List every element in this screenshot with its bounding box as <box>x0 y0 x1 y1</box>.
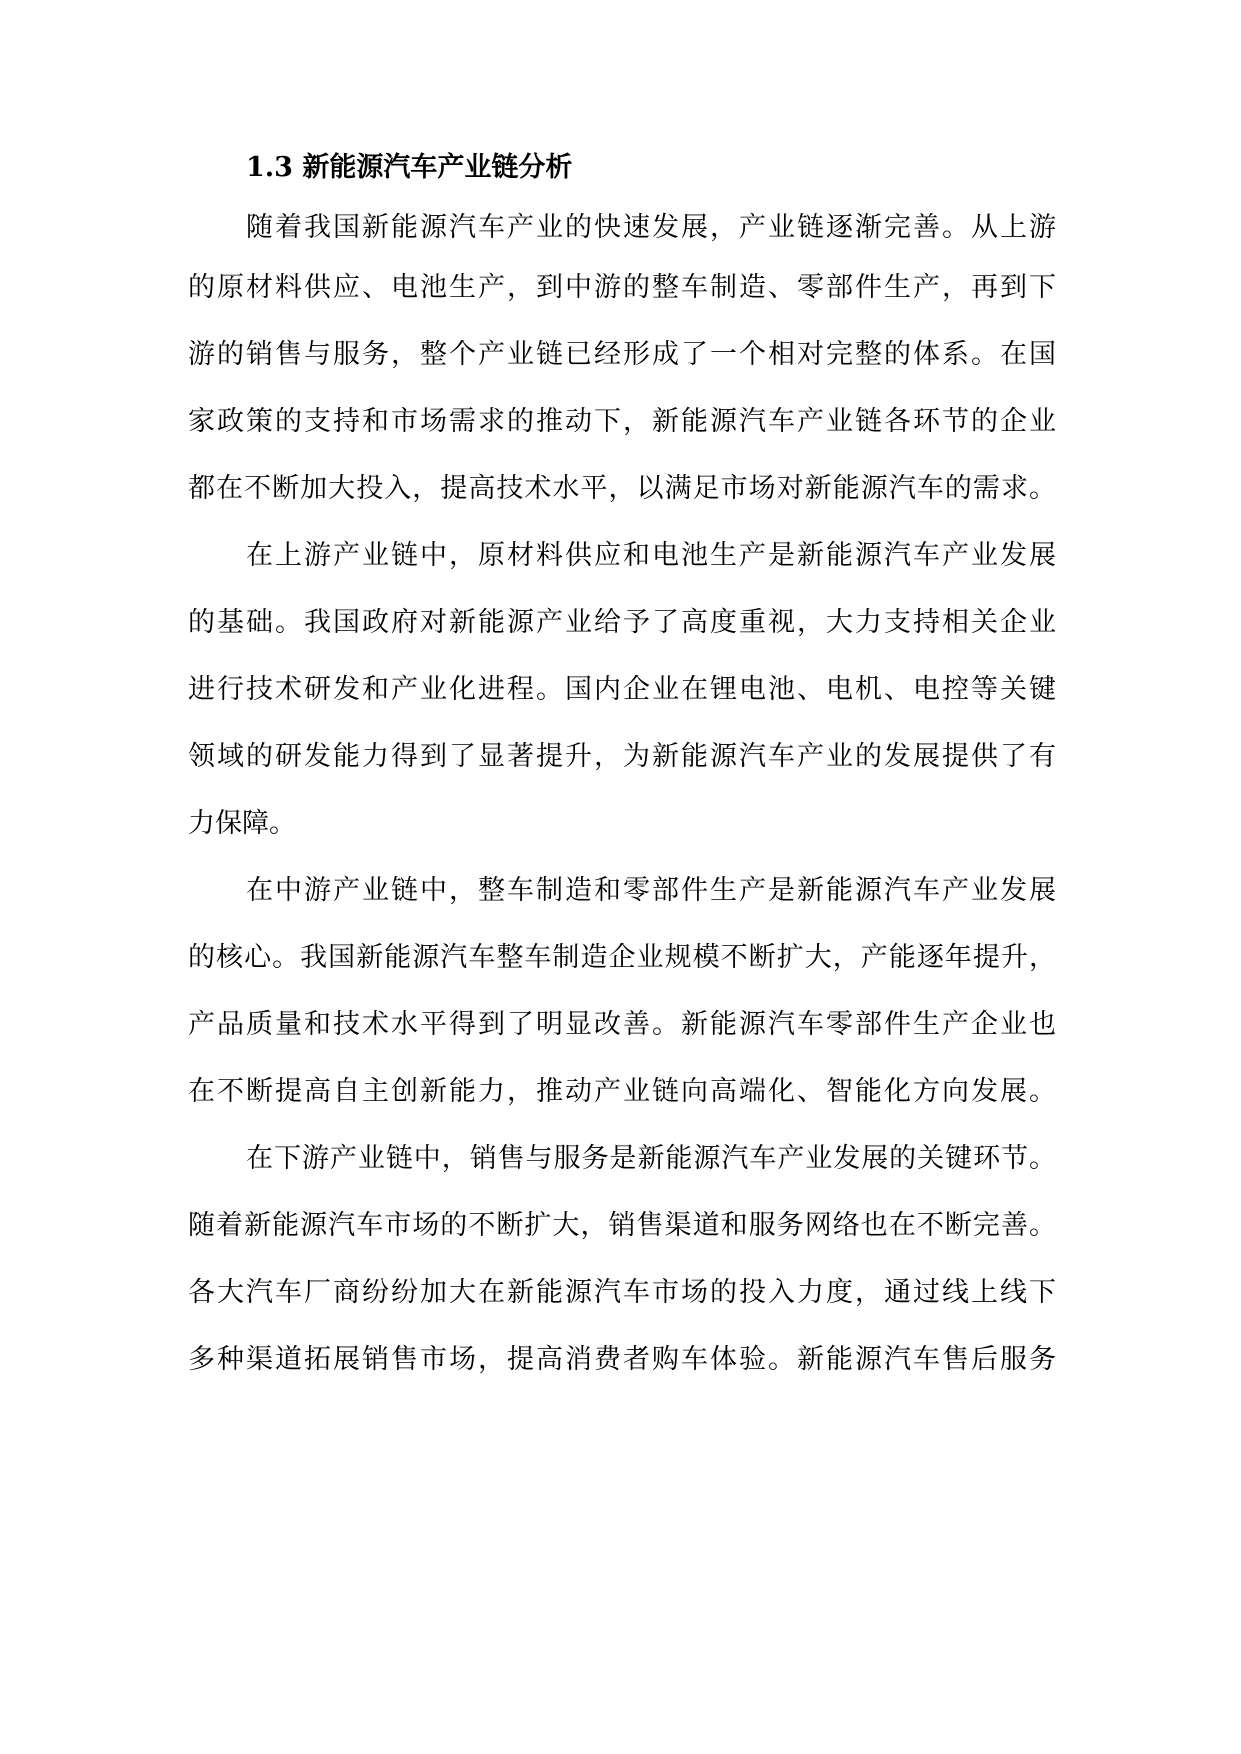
paragraph-4-line-1: 在下游产业链中，销售与服务是新能源汽车产业发展的关键环节。 <box>246 1143 1056 1174</box>
paragraph-2-line-3: 进行技术研发和产业化进程。国内企业在锂电池、电机、电控等关键 <box>188 674 1056 705</box>
paragraph-3-line-4: 在不断提高自主创新能力，推动产业链向高端化、智能化方向发展。 <box>188 1076 1056 1107</box>
paragraph-1-line-2: 的原材料供应、电池生产，到中游的整车制造、零部件生产，再到下 <box>188 272 1056 303</box>
paragraph-1-line-3: 游的销售与服务，整个产业链已经形成了一个相对完整的体系。在国 <box>188 339 1056 370</box>
paragraph-2-line-5: 力保障。 <box>188 808 296 839</box>
section-heading: 1.3 新能源汽车产业链分析 <box>246 152 573 183</box>
paragraph-1-line-4: 家政策的支持和市场需求的推动下，新能源汽车产业链各环节的企业 <box>188 406 1056 437</box>
paragraph-2-line-4: 领域的研发能力得到了显著提升，为新能源汽车产业的发展提供了有 <box>188 741 1056 772</box>
paragraph-4-line-4: 多种渠道拓展销售市场，提高消费者购车体验。新能源汽车售后服务 <box>188 1344 1056 1375</box>
paragraph-2-line-2: 的基础。我国政府对新能源产业给予了高度重视，大力支持相关企业 <box>188 607 1056 638</box>
paragraph-4-line-3: 各大汽车厂商纷纷加大在新能源汽车市场的投入力度，通过线上线下 <box>188 1277 1056 1308</box>
paragraph-3-line-3: 产品质量和技术水平得到了明显改善。新能源汽车零部件生产企业也 <box>188 1009 1056 1040</box>
paragraph-3-line-1: 在中游产业链中，整车制造和零部件生产是新能源汽车产业发展 <box>246 875 1056 906</box>
paragraph-3-line-2: 的核心。我国新能源汽车整车制造企业规模不断扩大，产能逐年提升， <box>188 942 1056 973</box>
paragraph-1-line-5: 都在不断加大投入，提高技术水平，以满足市场对新能源汽车的需求。 <box>188 473 1056 504</box>
paragraph-1-line-1: 随着我国新能源汽车产业的快速发展，产业链逐渐完善。从上游 <box>246 212 1056 243</box>
paragraph-4-line-2: 随着新能源汽车市场的不断扩大，销售渠道和服务网络也在不断完善。 <box>188 1210 1056 1241</box>
paragraph-2-line-1: 在上游产业链中，原材料供应和电池生产是新能源汽车产业发展 <box>246 540 1056 571</box>
